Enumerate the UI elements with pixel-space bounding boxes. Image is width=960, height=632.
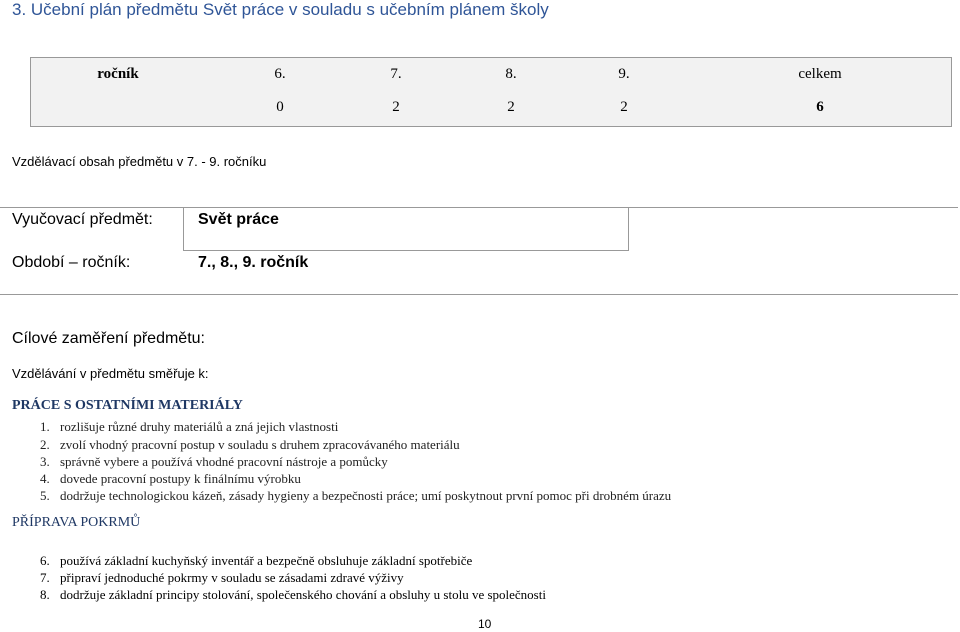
grade-value-7: 2 [392, 99, 400, 115]
grade-header-7: 7. [390, 66, 402, 82]
list-item: 3. správně vybere a používá vhodné pracovní nástroje a pomůcky [40, 454, 388, 469]
grade-value-total: 6 [816, 99, 824, 115]
subject-table [0, 207, 958, 295]
grade-header-9: 9. [618, 66, 630, 82]
section-heading: 3. Učební plán předmětu Svět práce v souladu s učebním plánem školy [12, 0, 549, 19]
page-number: 10 [478, 617, 492, 631]
list-item: 7. připraví jednoduché pokrmy v souladu se zásadami zdravé výživy [40, 570, 404, 585]
grade-table [30, 57, 952, 127]
grade-value-6: 0 [276, 99, 284, 115]
grade-header-label: ročník [97, 66, 139, 82]
grade-value-8: 2 [507, 99, 515, 115]
focus-heading: Cílové zaměření předmětu: [12, 330, 205, 347]
period-label: Období – ročník: [12, 254, 131, 271]
list-item: 5. dodržuje technologickou kázeň, zásady hygieny a bezpečnosti práce; umí poskytnout první pomoc při drobném úrazu [40, 488, 672, 503]
group-heading-cooking: PŘÍPRAVA POKRMŮ [12, 515, 141, 530]
grade-value-9: 2 [620, 99, 628, 115]
grade-header-total: celkem [798, 66, 842, 82]
list-item: 4. dovede pracovní postupy k finálnímu výrobku [40, 471, 301, 486]
subject-label: Vyučovací předmět: [12, 211, 153, 228]
subject-value: Svět práce [198, 211, 279, 228]
grade-header-6: 6. [274, 66, 286, 82]
list-item: 6. používá základní kuchyňský inventář a bezpečně obsluhuje základní spotřebiče [40, 553, 473, 568]
group-heading-materials: PRÁCE S OSTATNÍMI MATERIÁLY [12, 398, 243, 413]
focus-intro: Vzdělávání v předmětu směřuje k: [12, 366, 209, 381]
list-item: 8. dodržuje základní principy stolování, společenského chování a obsluhy u stolu ve společnosti [40, 587, 546, 602]
content-intro: Vzdělávací obsah předmětu v 7. - 9. ročníku [12, 154, 267, 169]
list-item: 1. rozlišuje různé druhy materiálů a zná jejich vlastnosti [40, 419, 339, 434]
list-item: 2. zvolí vhodný pracovní postup v souladu s druhem zpracovávaného materiálu [40, 437, 460, 452]
period-value: 7., 8., 9. ročník [198, 254, 309, 271]
grade-header-8: 8. [505, 66, 517, 82]
